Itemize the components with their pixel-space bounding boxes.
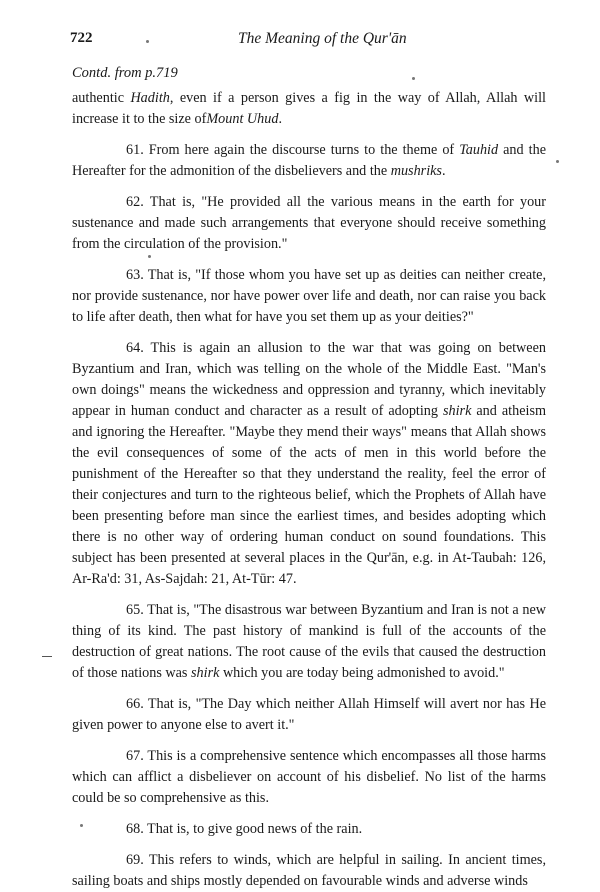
text-run: , even if a person gives a fig in the way of Allah, Allah will increase it to the size of [72, 90, 546, 127]
text-run: . [441, 163, 446, 179]
page-header [70, 30, 550, 52]
text-run-italic: Hadith [130, 90, 170, 106]
note-69: 69. This refers to winds, which are helpful in sailing. In ancient times, sailing boats and ships mostly depended on favourable winds and adverse winds [72, 852, 546, 889]
note-66: 66. That is, "The Day which neither Allah Himself will avert nor has He given power to anyone else to avert it." [72, 696, 546, 733]
paragraph-continued [72, 88, 546, 130]
text-run: and the Hereafter for the admonition of the disbelievers and the [72, 142, 546, 179]
running-title: The Meaning of the Qur'ān [238, 30, 407, 47]
continuation-note: Contd. from p.719 [72, 65, 178, 81]
note-65 [72, 600, 546, 684]
note-64 [72, 338, 546, 590]
commentary-text [72, 88, 546, 892]
text-run-italic: Tauhid [459, 142, 499, 158]
text-run: 61. From here again the discourse turns to the theme of [126, 142, 460, 158]
note-61 [72, 140, 546, 182]
text-run-italic: mushriks [390, 163, 442, 179]
page-number: 722 [70, 30, 93, 46]
note-67: 67. This is a comprehensive sentence which encompasses all those harms which can afflict a disbeliever on account of his disbelief. No list of the harms could be so comprehensive as this. [72, 748, 546, 806]
stray-dot [412, 77, 415, 80]
note-62: 62. That is, "He provided all the various means in the earth for your sustenance and made such arrangements that everyone should receive something from the circulation of the provision." [72, 194, 546, 252]
stray-dot [148, 255, 151, 258]
text-run: authentic [72, 90, 131, 106]
text-run: 64. This is again an allusion to the war that was going on between Byzantium and Iran, which was telling on the whole of the Middle East. "Man's own doings" means the wickedness and oppression and tyranny, which inevitably appear in human conduct and character as a result of adopting [72, 340, 546, 419]
note-68: 68. That is, to give good news of the rain. [126, 821, 363, 837]
text-run: which you are today being admonished to avoid." [219, 665, 505, 681]
stray-dot [80, 824, 83, 827]
text-run-italic: Mount Uhud [206, 111, 279, 127]
text-run: and atheism and ignoring the Hereafter. "Maybe they mend their ways" means that Allah shows the evil consequences of some of the acts of men in this world before the punishment of the Hereafter so that they understand the reality, feel the error of their conjectures and turn to the righteous belief, which the Prophets of Allah have been presenting before man since the earliest times, and besides adopting which there is no other way of ordering human conduct on sound foundations. This subject has been presented at several places in the Qur'ān, e.g. in At-Taubah: 126, Ar-Ra'd: 31, As-Sajdah: 21, At-Tūr: 47. [72, 403, 546, 587]
stray-dot [146, 40, 149, 43]
stray-dot [556, 160, 559, 163]
text-run-italic: shirk [443, 403, 472, 419]
text-run: 65. That is, "The disastrous war between Byzantium and Iran is not a new thing of its kind. The past history of mankind is full of the accounts of the destruction of great nations. The root cause of the evils that caused the destruction of those nations was [72, 602, 546, 681]
margin-tick-mark [42, 656, 52, 657]
text-run-italic: shirk [191, 665, 220, 681]
text-run: . [278, 111, 283, 127]
note-63: 63. That is, "If those whom you have set up as deities can neither create, nor provide sustenance, nor have power over life and death, nor can raise you back to life after death, then what for have you set them up as your deities?" [72, 267, 546, 325]
